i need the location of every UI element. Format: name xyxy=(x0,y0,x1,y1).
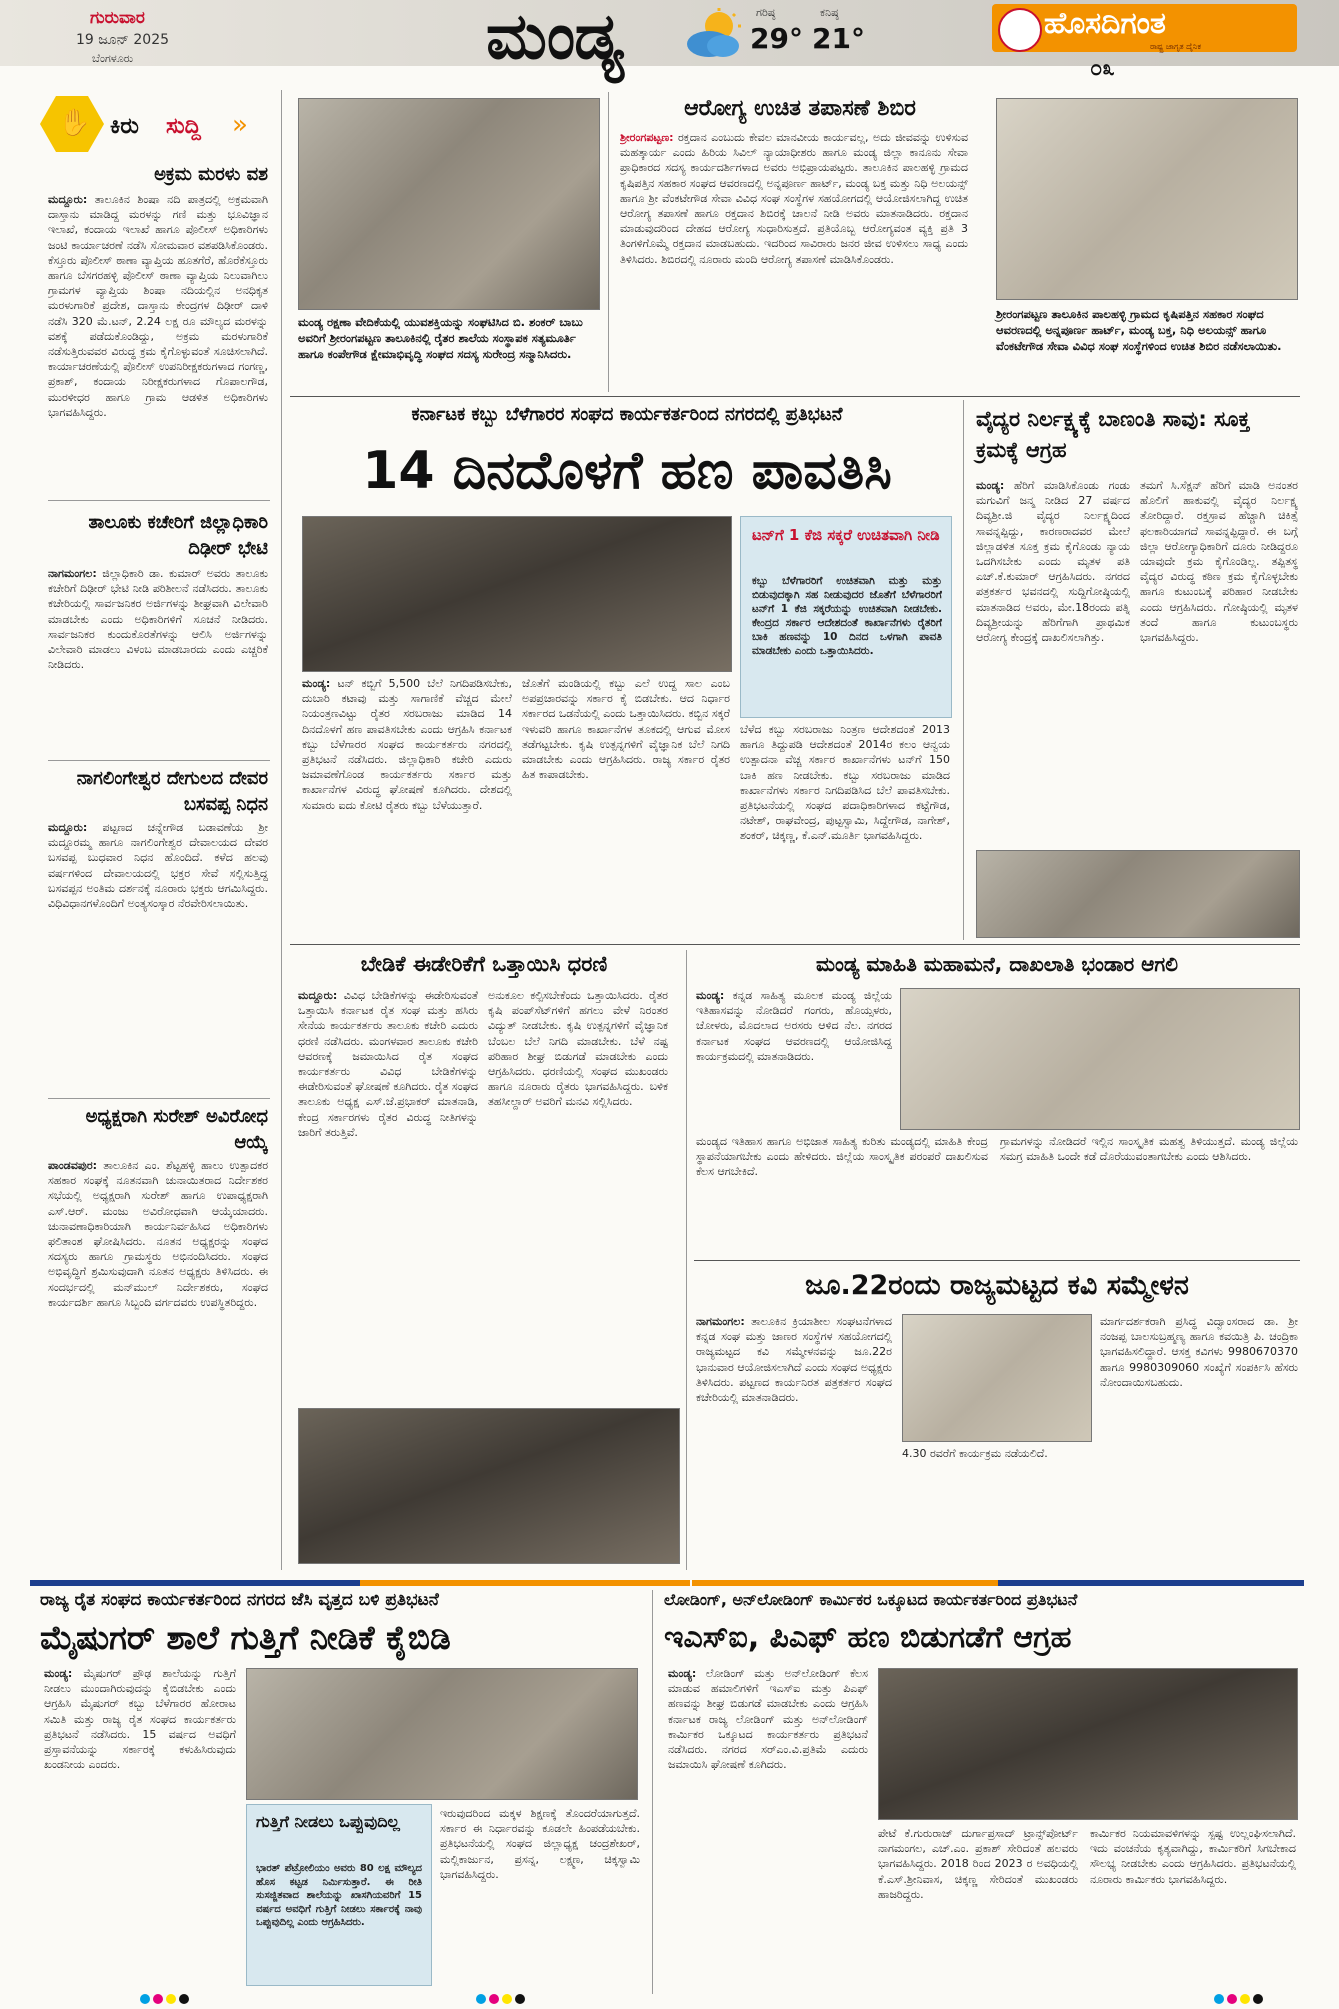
registration-marks-right xyxy=(1214,1994,1263,2004)
dharna-article-col2: ಅನುಕೂಲ ಕಲ್ಪಿಸಬೇಕೆಂದು ಒತ್ತಾಯಿಸಿದರು. ರೈತರ ಕೃಷಿ ಪಂಪ್‌ಸೆಟ್‌ಗಳಿಗೆ ಹಗಲು ವೇಳೆ ನಿರಂತರ ವಿದ್ಯುತ್ ನೀಡಬೇಕು. ಕೃಷಿ ಉತ್ಪನ್ನಗಳಿಗೆ ವೈಜ್ಞಾನಿಕ ಬೆಂಬಲ ಬೆಲೆ ನಿಗದಿ ಮಾಡಬೇಕು. ಬೆಳೆ ನಷ್ಟ ಪರಿಹಾರ ಶೀಘ್ರ ಬಿಡುಗಡೆ ಮಾಡಬೇಕು ಎಂದು ಆಗ್ರಹಿಸಿದರು. ಧರಣಿಯಲ್ಲಿ ಸಂಘದ ಮುಖಂಡರು ಹಾಗೂ ನೂರಾರು ರೈತರು ಭಾಗವಹಿಸಿದ್ದರು. ಬಳಿಕ ತಹಸೀಲ್ದಾರ್ ಅವರಿಗೆ ಮನವಿ ಸಲ್ಲಿಸಿದರು. xyxy=(488,989,668,1109)
sidebar-text: ಪಟ್ಟಣದ ಚನ್ನೇಗೌಡ ಬಡಾವಣೆಯ ಶ್ರೀ ಮದ್ದೂರಮ್ಮ ಹಾಗೂ ನಾಗಲಿಂಗೇಶ್ವರ ದೇವಾಲಯದ ದೇವರ ಬಸವಪ್ಪ ಬುಧವಾರ ನಿಧನ ಹೊಂದಿದೆ. ಕಳೆದ ಹಲವು ವರ್ಷಗಳಿಂದ ದೇವಾಲಯದಲ್ಲಿ ಭಕ್ತರ ಸೇವೆ ಸಲ್ಲಿಸುತ್ತಿದ್ದ ಬಸವಪ್ಪನ ಅಂತಿಮ ದರ್ಶನಕ್ಕೆ ನೂರಾರು ಭಕ್ತರು ಆಗಮಿಸಿದ್ದರು. ವಿಧಿವಿಧಾನಗಳೊಂದಿಗೆ ಅಂತ್ಯಸಂಸ್ಕಾರ ನೆರವೇರಿಸಲಾಯಿತು. xyxy=(48,821,268,911)
sidebar-headline: ತಾಲೂಕು ಕಚೇರಿಗೆ ಜಿಲ್ಲಾಧಿಕಾರಿ ದಿಢೀರ್ ಭೇಟಿ xyxy=(88,512,268,559)
health-camp-text: ರಕ್ತದಾನ ಎಂಬುದು ಕೇವಲ ಮಾನವೀಯ ಕಾರ್ಯವಲ್ಲ, ಅದು ಜೀವವನ್ನು ಉಳಿಸುವ ಮಹತ್ಕಾರ್ಯ ಎಂದು ಹಿರಿಯ ಸಿವಿಲ್ ನ್ಯಾಯಾಧೀಶರು ಹಾಗೂ ಮಂಡ್ಯ ಜಿಲ್ಲಾ ಕಾನೂನು ಸೇವಾ ಪ್ರಾಧಿಕಾರದ ಸದಸ್ಯ ಕಾರ್ಯದರ್ಶಿಗಳಾದ ಅವರು ಅಭಿಪ್ರಾಯಪಟ್ಟರು. ತಾಲೂಕಿನ ಪಾಲಹಳ್ಳಿ ಗ್ರಾಮದ ಕೃಷಿಪತ್ತಿನ ಸಹಕಾರ ಸಂಘದ ಆವರಣದಲ್ಲಿ ಅನ್ನಪೂರ್ಣ ಹಾರ್ಟ್, ಮಂಡ್ಯ ಬಕ್ತ ಮತ್ತು ನಿಧಿ ಅಲಯನ್ಸ್ ಹಾಗೂ ಶ್ರೀ ವೆಂಕಟೇಗೌಡ ಸೇವಾ ವಿವಿಧ ಸಂಘ ಸಂಸ್ಥೆಗಳ ಸಹಯೋಗದಲ್ಲಿ ಆಯೋಜಿಸಲಾಗಿದ್ದ ಉಚಿತ ಆರೋಗ್ಯ ತಪಾಸಣೆ ಹಾಗೂ ರಕ್ತದಾನ ಶಿಬಿರಕ್ಕೆ ಚಾಲನೆ ನೀಡಿ ಅವರು ಮಾತನಾಡಿದರು. ರಕ್ತದಾನ ಮಾಡುವುದರಿಂದ ದೇಹದ ಆರೋಗ್ಯ ಸುಧಾರಿಸುತ್ತದೆ. ಪ್ರತಿಯೊಬ್ಬ ಆರೋಗ್ಯವಂತ ವ್ಯಕ್ತಿ ಪ್ರತಿ 3 ತಿಂಗಳಿಗೊಮ್ಮೆ ರಕ್ತದಾನ ಮಾಡಬಹುದು. ಇದರಿಂದ ಸಾವಿರಾರು ಜನರ ಜೀವ ಉಳಿಸಲು ಸಾಧ್ಯ ಎಂದು ತಿಳಿಸಿದರು. ಶಿಬಿರದಲ್ಲಿ ನೂರಾರು ಮಂದಿ ಆರೋಗ್ಯ ತಪಾಸಣೆ ಮಾಡಿಸಿಕೊಂಡರು. xyxy=(620,131,968,266)
sidebar-headline: ಅಕ್ರಮ ಮರಳು ವಶ xyxy=(154,164,268,185)
megaphone-icon: ✋ xyxy=(58,108,91,138)
dharna-article-col1 xyxy=(298,988,478,1400)
sidebar-dateline: ಮದ್ದೂರು: xyxy=(48,821,88,834)
workers-article-col1 xyxy=(668,1666,868,1992)
separator-bar-left xyxy=(30,1580,690,1586)
workers-dateline: ಮಂಡ್ಯ: xyxy=(668,1667,697,1680)
poets-dateline: ನಾಗಮಂಗಲ: xyxy=(696,1315,745,1328)
negligence-article-col2: ತಮಗೆ ಸಿ.ಸೆಕ್ಷನ್ ಹೆರಿಗೆ ಮಾಡಿ ಅನಂತರ ಹೊಲಿಗೆ ಹಾಕುವಲ್ಲಿ ವೈದ್ಯರ ನಿರ್ಲಕ್ಷ್ಯ ತೋರಿದ್ದಾರೆ. ರಕ್ತಸ್ರಾವ ಹೆಚ್ಚಾಗಿ ಚಿಕಿತ್ಸೆ ಫಲಕಾರಿಯಾಗದೆ ಸಾವನ್ನಪ್ಪಿದ್ದಾರೆ. ಈ ಬಗ್ಗೆ ಜಿಲ್ಲಾ ಆರೋಗ್ಯಾಧಿಕಾರಿಗೆ ದೂರು ನೀಡಿದ್ದರೂ ಯಾವುದೇ ಕ್ರಮ ಕೈಗೊಂಡಿಲ್ಲ. ತಪ್ಪಿತಸ್ಥ ವೈದ್ಯರ ವಿರುದ್ಧ ಕಠಿಣ ಕ್ರಮ ಕೈಗೊಳ್ಳಬೇಕು ಹಾಗೂ ಕುಟುಂಬಕ್ಕೆ ಪರಿಹಾರ ನೀಡಬೇಕು ಎಂದು ಆಗ್ರಹಿಸಿದರು. ಗೋಷ್ಠಿಯಲ್ಲಿ ಮೃತಳ ತಂದೆ ಹಾಗೂ ಕುಟುಂಬಸ್ಥರು ಭಾಗವಹಿಸಿದ್ದರು. xyxy=(1140,479,1298,645)
sidebar-article xyxy=(48,820,268,1095)
award-photo xyxy=(298,98,600,310)
sidebar-headline: ಅಧ್ಯಕ್ಷರಾಗಿ ಸುರೇಶ್ ಅವಿರೋಧ ಆಯ್ಕೆ xyxy=(85,1106,268,1153)
chevron-right-icon: » xyxy=(232,110,248,140)
poets-article-col2: ಮಾರ್ಗದರ್ಶಕರಾಗಿ ಪ್ರಸಿದ್ಧ ವಿದ್ವಾಂಸರಾದ ಡಾ. ಶ್ರೀ ನಂಜಪ್ಪ ಬಾಲಸುಬ್ರಹ್ಮಣ್ಯ ಹಾಗೂ ಕವಯಿತ್ರಿ ಪಿ. ಚಂದ್ರಿಕಾ ಭಾಗವಹಿಸಲಿದ್ದಾರೆ. ಆಸಕ್ತ ಕವಿಗಳು 9980670370 ಹಾಗೂ 9980309060 ಸಂಖ್ಯೆಗೆ ಸಂಪರ್ಕಿಸಿ ಹೆಸರು ನೋಂದಾಯಿಸಬಹುದು. xyxy=(1100,1315,1298,1389)
sugar-box-text: ಭಾರತ್ ಪೆಟ್ರೋಲಿಯಂ ಅವರು 80 ಲಕ್ಷ ಮೌಲ್ಯದ ಹೊಸ ಕಟ್ಟಡ ನಿರ್ಮಿಸುತ್ತಾರೆ. ಈ ರೀತಿ ಸುಸಜ್ಜಿತವಾದ ಶಾಲೆಯನ್ನು ಖಾಸಗಿಯವರಿಗೆ 15 ವರ್ಷದ ಅವಧಿಗೆ ಗುತ್ತಿಗೆ ನೀಡಲು ಸರ್ಕಾರಕ್ಕೆ ನಾವು ಒಪ್ಪುವುದಿಲ್ಲ ಎಂದು ಆಗ್ರಹಿಸಿದರು. xyxy=(256,1863,422,1928)
negligence-article-col1 xyxy=(976,478,1130,842)
health-camp-article xyxy=(620,130,968,385)
sugar-dateline: ಮಂಡ್ಯ: xyxy=(44,1667,73,1680)
lead-text-1: ಟನ್ ಕಬ್ಬಿಗೆ 5,500 ಬೆಲೆ ನಿಗದಿಪಡಿಸಬೇಕು, ದುಬಾರಿ ಕಟಾವು ಮತ್ತು ಸಾಗಾಣಿಕೆ ವೆಚ್ಚದ ಮೇಲೆ ನಿಯಂತ್ರಣವಿಟ್ಟು ರೈತರ ಸರಬರಾಜು ಮಾಡಿದ 14 ದಿನದೊಳಗೆ ಹಣ ಪಾವತಿಸಬೇಕು ಎಂದು ಆಗ್ರಹಿಸಿ ಕರ್ನಾಟಕ ಕಬ್ಬು ಬೆಳೆಗಾರರ ಸಂಘದ ಕಾರ್ಯಕರ್ತರು ನಗರದಲ್ಲಿ ಪ್ರತಿಭಟನೆ ನಡೆಸಿದರು. ಜಿಲ್ಲಾಧಿಕಾರಿ ಕಚೇರಿ ಎದುರು ಜಮಾವಣೆಗೊಂಡ ಕಾರ್ಯಕರ್ತರು ಸರ್ಕಾರ ಮತ್ತು ಕಾರ್ಖಾನೆಗಳ ವಿರುದ್ಧ ಘೋಷಣೆ ಕೂಗಿದರು. ದೇಶದಲ್ಲಿ ಸುಮಾರು ಐದು ಕೋಟಿ ರೈತರು ಕಬ್ಬು ಬೆಳೆಯುತ್ತಾರೆ. xyxy=(302,677,512,812)
workers-article-col2: ಪೇಟೆ ಕೆ.ಗುರುರಾಜ್ ದುರ್ಗಾಪ್ರಸಾದ್ ಟ್ರಾನ್ಸ್‌ಪೋರ್ಟ್ ನಾಗಮಂಗಲ, ಎಚ್.ಎಂ. ಪ್ರಕಾಶ್ ಸೇರಿದಂತೆ ಹಲವರು ಭಾಗವಹಿಸಿದ್ದರು. 2018 ರಿಂದ 2023 ರ ಅವಧಿಯಲ್ಲಿ ಕೆ.ಎಸ್.ಶ್ರೀನಿವಾಸ, ಚಿಕ್ಕಣ್ಣ ಸೇರಿದಂತೆ ಮುಖಂಡರು ಹಾಜರಿದ್ದರು. xyxy=(878,1827,1078,1901)
sidebar-dateline: ಪಾಂಡವಪುರ: xyxy=(48,1159,98,1172)
sidebar-article xyxy=(48,1158,268,1578)
lead-kicker: ಕರ್ನಾಟಕ ಕಬ್ಬು ಬೆಳೆಗಾರರ ಸಂಘದ ಕಾರ್ಯಕರ್ತರಿಂದ ನಗರದಲ್ಲಿ ಪ್ರತಿಭಟನೆ xyxy=(411,404,843,425)
sidebar-article xyxy=(48,566,268,754)
section-label-kiru: ಕಿರು xyxy=(110,114,139,139)
workers-photo xyxy=(878,1668,1298,1820)
sidebar-text: ತಾಲೂಕಿನ ಎಂ. ಶೆಟ್ಟಹಳ್ಳಿ ಹಾಲು ಉತ್ಪಾದಕರ ಸಹಕಾರ ಸಂಘಕ್ಕೆ ನೂತನವಾಗಿ ಚುನಾಯಿತರಾದ ನಿರ್ದೇಶಕರ ಸಭೆಯಲ್ಲಿ ಅಧ್ಯಕ್ಷರಾಗಿ ಸುರೇಶ್ ಹಾಗೂ ಉಪಾಧ್ಯಕ್ಷರಾಗಿ ಎಸ್.ಆರ್. ಮಂಜು ಅವಿರೋಧವಾಗಿ ಆಯ್ಕೆಯಾದರು. ಚುನಾವಣಾಧಿಕಾರಿಯಾಗಿ ಕಾರ್ಯನಿರ್ವಹಿಸಿದ ಅಧಿಕಾರಿಗಳು ಫಲಿತಾಂಶ ಘೋಷಿಸಿದರು. ನೂತನ ಅಧ್ಯಕ್ಷರನ್ನು ಸಂಘದ ಸದಸ್ಯರು ಹಾಗೂ ಗ್ರಾಮಸ್ಥರು ಅಭಿನಂದಿಸಿದರು. ಸಂಘದ ಅಭಿವೃದ್ಧಿಗೆ ಶ್ರಮಿಸುವುದಾಗಿ ನೂತನ ಅಧ್ಯಕ್ಷರು ತಿಳಿಸಿದರು. ಈ ಸಂದರ್ಭದಲ್ಲಿ ಮನ್‌ಮುಲ್ ನಿರ್ದೇಶಕರು, ಸಂಘದ ಕಾರ್ಯದರ್ಶಿ ಹಾಗೂ ಸಿಬ್ಬಂದಿ ವರ್ಗದವರು ಉಪಸ್ಥಿತರಿದ್ದರು. xyxy=(48,1159,268,1309)
info-center-text-1: ಕನ್ನಡ ಸಾಹಿತ್ಯ ಮೂಲಕ ಮಂಡ್ಯ ಜಿಲ್ಲೆಯ ಇತಿಹಾಸವನ್ನು ನೋಡಿದರೆ ಗಂಗರು, ಹೊಯ್ಸಳರು, ಚೋಳರು, ಮೊದಲಾದ ಅರಸರು ಆಳಿದ ನೆಲ. ನಗರದ ಕರ್ನಾಟಕ ಸಂಘದ ಆವರಣದಲ್ಲಿ ಆಯೋಜಿಸಿದ್ದ ಕಾರ್ಯಕ್ರಮದಲ್ಲಿ ಮಾತನಾಡಿದರು. xyxy=(696,989,892,1063)
workers-kicker: ಲೋಡಿಂಗ್, ಅನ್‌ಲೋಡಿಂಗ್ ಕಾರ್ಮಿಕರ ಒಕ್ಕೂಟದ ಕಾರ್ಯಕರ್ತರಿಂದ ಪ್ರತಿಭಟನೆ xyxy=(664,1590,1078,1609)
poets-headline: ಜೂ.22ರಂದು ರಾಜ್ಯಮಟ್ಟದ ಕವಿ ಸಮ್ಮೇಳನ xyxy=(805,1270,1189,1301)
lead-box-text: ಕಬ್ಬು ಬೆಳೆಗಾರರಿಗೆ ಉಚಿತವಾಗಿ ಮತ್ತು ಮತ್ತು ಬಿಡುವುದಕ್ಕಾಗಿ ಸಹ ನೀಡುವುದರ ಜೊತೆಗೆ ಬೆಳೆಗಾರರಿಗೆ ಟನ್‌ಗೆ 1 ಕೆಜಿ ಸಕ್ಕರೆಯನ್ನು ಉಚಿತವಾಗಿ ನೀಡಬೇಕು. ಕೇಂದ್ರದ ಸರ್ಕಾರ ಆದೇಶದಂತೆ ಕಾರ್ಖಾನೆಗಳು ರೈತರಿಗೆ ಬಾಕಿ ಹಣವನ್ನು 10 ದಿನದ ಒಳಗಾಗಿ ಪಾವತಿ ಮಾಡಬೇಕು ಎಂದು ಒತ್ತಾಯಿಸಿದರು. xyxy=(752,575,942,657)
sidebar-dateline: ಮದ್ದೂರು: xyxy=(48,193,88,206)
separator-bar-right xyxy=(692,1580,1304,1586)
lead-dateline: ಮಂಡ್ಯ: xyxy=(302,677,331,690)
sidebar-text: ಜಿಲ್ಲಾಧಿಕಾರಿ ಡಾ. ಕುಮಾರ್ ಅವರು ತಾಲೂಕು ಕಚೇರಿಗೆ ದಿಢೀರ್ ಭೇಟಿ ನೀಡಿ ಪರಿಶೀಲನೆ ನಡೆಸಿದರು. ತಾಲೂಕು ಕಚೇರಿಯಲ್ಲಿ ಸಾರ್ವಜನಿಕರ ಅರ್ಜಿಗಳನ್ನು ಶೀಘ್ರವಾಗಿ ವಿಲೇವಾರಿ ಮಾಡಬೇಕು ಎಂದು ಅಧಿಕಾರಿಗಳಿಗೆ ಸೂಚನೆ ನೀಡಿದರು. ಸಾರ್ವಜನಿಕರ ಕುಂದುಕೊರತೆಗಳನ್ನು ಆಲಿಸಿ ಅರ್ಜಿಗಳನ್ನು ವಿಲೇವಾರಿ ಮಾಡಲು ವಿಳಂಬ ಮಾಡಬಾರದು ಎಂದು ಎಚ್ಚರಿಕೆ ನೀಡಿದರು. xyxy=(48,567,268,672)
masthead-date: 19 ಜೂನ್ 2025 xyxy=(76,32,170,48)
poets-photo xyxy=(902,1314,1092,1442)
sidebar-article xyxy=(48,192,268,492)
workers-headline: ಇಎಸ್‌ಐ, ಪಿಎಫ್ ಹಣ ಬಿಡುಗಡೆಗೆ ಆಗ್ರಹ xyxy=(664,1620,1072,1655)
dharna-text-1: ವಿವಿಧ ಬೇಡಿಕೆಗಳನ್ನು ಈಡೇರಿಸುವಂತೆ ಒತ್ತಾಯಿಸಿ ಕರ್ನಾಟಕ ರೈತ ಸಂಘ ಮತ್ತು ಹಸಿರು ಸೇನೆಯ ಕಾರ್ಯಕರ್ತರು ತಾಲೂಕು ಕಚೇರಿ ಎದುರು ಧರಣಿ ನಡೆಸಿದರು. ಮಂಗಳವಾರ ತಾಲೂಕು ಕಚೇರಿ ಆವರಣಕ್ಕೆ ಜಮಾಯಿಸಿದ ರೈತ ಸಂಘದ ಕಾರ್ಯಕರ್ತರು ವಿವಿಧ ಬೇಡಿಕೆಗಳನ್ನು ಈಡೇರಿಸುವಂತೆ ಘೋಷಣೆ ಕೂಗಿದರು. ರೈತ ಸಂಘದ ತಾಲೂಕು ಅಧ್ಯಕ್ಷ ಎಸ್.ಜೆ.ಪ್ರಭಾಕರ್ ಮಾತನಾಡಿ, ಕೇಂದ್ರ ಸರ್ಕಾರಗಳು ರೈತರ ವಿರುದ್ಧ ನೀತಿಗಳನ್ನು ಜಾರಿಗೆ ತರುತ್ತಿವೆ. xyxy=(298,989,478,1139)
lead-article-col3: ಬೆಳೆದ ಕಬ್ಬು ಸರಬರಾಜು ನಿಂತ್ರಣ ಆದೇಶದಂತೆ 2013 ಹಾಗೂ ತಿದ್ದುಪಡಿ ಆದೇಶದಂತೆ 2014ರ ಕಲಂ ಆನ್ವಯ ಉತ್ಪಾದನಾ ವೆಚ್ಚ ಸರ್ಕಾರ ಕಾರ್ಖಾನೆಗಳು ಟನ್‌ಗೆ 150 ಬಾಕಿ ಹಣ ನೀಡಬೇಕು. ಕಬ್ಬು ಸರಬರಾಜು ಮಾಡಿದ ಕಾರ್ಖಾನೆಗಳು ಸರ್ಕಾರ ನಿಗದಿಪಡಿಸಿದ ಬೆಲೆ ಪಾವತಿಸಬೇಕು. ಪ್ರತಿಭಟನೆಯಲ್ಲಿ ಸಂಘದ ಪದಾಧಿಕಾರಿಗಳಾದ ಕಟ್ಟೆಗೌಡ, ನಟೇಶ್, ರಾಘವೇಂದ್ರ, ಪುಟ್ಟಸ್ವಾಮಿ, ಸಿದ್ದೇಗೌಡ, ನಾಗೇಶ್, ಶಂಕರ್, ಚಿಕ್ಕಣ್ಣ, ಕೆ.ಎನ್.ಮೂರ್ತಿ ಭಾಗವಹಿಸಿದ್ದರು. xyxy=(740,723,950,843)
workers-text-1: ಲೋಡಿಂಗ್ ಮತ್ತು ಅನ್‌ಲೋಡಿಂಗ್ ಕೆಲಸ ಮಾಡುವ ಹಮಾಲಿಗಳಿಗೆ ಇಎಸ್‌ಐ ಮತ್ತು ಪಿಎಫ್ ಹಣವನ್ನು ಶೀಘ್ರ ಬಿಡುಗಡೆ ಮಾಡಬೇಕು ಎಂದು ಆಗ್ರಹಿಸಿ ಕರ್ನಾಟಕ ರಾಜ್ಯ ಲೋಡಿಂಗ್ ಮತ್ತು ಅನ್‌ಲೋಡಿಂಗ್ ಕಾರ್ಮಿಕರ ಒಕ್ಕೂಟದ ಕಾರ್ಯಕರ್ತರು ಪ್ರತಿಭಟನೆ ನಡೆಸಿದರು. ನಗರದ ಸರ್‌ಎಂ.ವಿ.ಪ್ರತಿಮೆ ಎದುರು ಜಮಾಯಿಸಿ ಘೋಷಣೆ ಕೂಗಿದರು. xyxy=(668,1667,868,1772)
sugar-text-1: ಮೈಷುಗರ್ ಪ್ರೌಢ ಶಾಲೆಯನ್ನು ಗುತ್ತಿಗೆ ನೀಡಲು ಮುಂದಾಗಿರುವುದನ್ನು ಕೈಬಿಡಬೇಕು ಎಂದು ಆಗ್ರಹಿಸಿ ಮೈಷುಗರ್ ಕಬ್ಬು ಬೆಳೆಗಾರರ ಹೋರಾಟ ಸಮಿತಿ ಮತ್ತು ರಾಜ್ಯ ರೈತ ಸಂಘದ ಕಾರ್ಯಕರ್ತರು ಪ್ರತಿಭಟನೆ ನಡೆಸಿದರು. 15 ವರ್ಷದ ಅವಧಿಗೆ ಪ್ರಸ್ತಾವನೆಯನ್ನು ಸರ್ಕಾರಕ್ಕೆ ಕಳುಹಿಸಿರುವುದು ಖಂಡನೀಯ ಎಂದರು. xyxy=(44,1667,236,1772)
info-center-photo xyxy=(900,988,1300,1130)
negligence-dateline: ಮಂಡ್ಯ: xyxy=(976,479,1005,492)
negligence-headline: ವೈದ್ಯರ ನಿರ್ಲಕ್ಷ್ಯಕ್ಕೆ ಬಾಣಂತಿ ಸಾವು: ಸೂಕ್ತ ಕ್ರಮಕ್ಕೆ ಆಗ್ರಹ xyxy=(976,407,1250,462)
sugar-kicker: ರಾಜ್ಯ ರೈತ ಸಂಘದ ಕಾರ್ಯಕರ್ತರಿಂದ ನಗರದ ಜೆಸಿ ವೃತ್ತದ ಬಳಿ ಪ್ರತಿಭಟನೆ xyxy=(40,1590,439,1610)
negligence-text-1: ಹೆರಿಗೆ ಮಾಡಿಸಿಕೊಂಡು ಗಂಡು ಮಗುವಿಗೆ ಜನ್ಮ ನೀಡಿದ 27 ವರ್ಷದ ದಿವ್ಯಶ್ರೀ.ಜಿ ವೈದ್ಯರ ನಿರ್ಲಕ್ಷ್ಯದಿಂದ ಸಾವನ್ನಪ್ಪಿದ್ದು, ಕಾರಣರಾದವರ ಮೇಲೆ ಜಿಲ್ಲಾಡಳಿತ ಸೂಕ್ತ ಕ್ರಮ ಕೈಗೊಂಡು ನ್ಯಾಯ ಒದಗಿಸಬೇಕು ಎಂದು ಮೃತಳ ಪತಿ ಎಚ್.ಕೆ.ಕುಮಾರ್ ಆಗ್ರಹಿಸಿದರು. ನಗರದ ಪತ್ರಕರ್ತರ ಭವನದಲ್ಲಿ ಸುದ್ದಿಗೋಷ್ಠಿಯಲ್ಲಿ ಮಾತನಾಡಿದ ಅವರು, ಮೇ.18ರಂದು ಪತ್ನಿ ದಿವ್ಯಶ್ರೀಯನ್ನು ಹೆರಿಗೆಗಾಗಿ ಪ್ರಾಥಮಿಕ ಆರೋಗ್ಯ ಕೇಂದ್ರಕ್ಕೆ ದಾಖಲಿಸಲಾಗಿತ್ತು. xyxy=(976,479,1130,645)
workers-article-col3: ಕಾರ್ಮಿಕರ ನಿಯಮಾವಳಿಗಳನ್ನು ಸ್ಪಷ್ಟ ಉಲ್ಲಂಘಿಸಲಾಗಿದೆ. ಇದು ವಂಚನೆಯ ಕೃತ್ಯವಾಗಿದ್ದು, ಕಾರ್ಮಿಕರಿಗೆ ಸಿಗಬೇಕಾದ ಸೌಲಭ್ಯ ನೀಡಬೇಕು ಎಂದು ಆಗ್ರಹಿಸಿದರು. ಪ್ರತಿಭಟನೆಯಲ್ಲಿ ನೂರಾರು ಕಾರ್ಮಿಕರು ಭಾಗವಹಿಸಿದ್ದರು. xyxy=(1090,1827,1296,1886)
info-center-article-col2: ಮಂಡ್ಯದ ಇತಿಹಾಸ ಹಾಗೂ ಅಭಿಜಾತ ಸಾಹಿತ್ಯ ಕುರಿತು ಮಂಡ್ಯದಲ್ಲಿ ಮಾಹಿತಿ ಕೇಂದ್ರ ಸ್ಥಾಪನೆಯಾಗಬೇಕು ಎಂದು ಹೇಳಿದರು. ಜಿಲ್ಲೆಯ ಸಾಂಸ್ಕೃತಿಕ ಪರಂಪರೆ ದಾಖಲಿಸುವ ಕೆಲಸ ಆಗಬೇಕಿದೆ. xyxy=(696,1135,988,1179)
info-center-article-col3: ಗ್ರಾಮಗಳನ್ನು ನೋಡಿದರೆ ಇಲ್ಲಿನ ಸಾಂಸ್ಕೃತಿಕ ಮಹತ್ವ ತಿಳಿಯುತ್ತದೆ. ಮಂಡ್ಯ ಜಿಲ್ಲೆಯ ಸಮಗ್ರ ಮಾಹಿತಿ ಒಂದೇ ಕಡೆ ದೊರೆಯುವಂತಾಗಬೇಕು ಎಂದು ಆಶಿಸಿದರು. xyxy=(1000,1135,1298,1164)
lead-article-col1 xyxy=(302,676,512,938)
sidebar-headline: ನಾಗಲಿಂಗೇಶ್ವರ ದೇಗುಲದ ದೇವರ ಬಸವಪ್ಪ ನಿಧನ xyxy=(76,768,268,815)
info-center-article-col1 xyxy=(696,988,892,1106)
masthead-day: ಗುರುವಾರ xyxy=(90,8,145,28)
min-temp-label: ಕನಿಷ್ಠ xyxy=(820,6,839,19)
info-center-dateline: ಮಂಡ್ಯ: xyxy=(696,989,725,1002)
weather-icon xyxy=(683,8,747,60)
poets-text-1: ತಾಲೂಕಿನ ಕ್ರಿಯಾಶೀಲ ಸಂಘಟನೆಗಳಾದ ಕನ್ನಡ ಸಂಘ ಮತ್ತು ಜಾಣರ ಸಂಸ್ಥೆಗಳ ಸಹಯೋಗದಲ್ಲಿ ರಾಜ್ಯಮಟ್ಟದ ಕವಿ ಸಮ್ಮೇಳನವನ್ನು ಜೂ.22ರ ಭಾನುವಾರ ಆಯೋಜಿಸಲಾಗಿದೆ ಎಂದು ಸಂಘದ ಅಧ್ಯಕ್ಷರು ತಿಳಿಸಿದರು. ಪಟ್ಟಣದ ಕಾರ್ಯನಿರತ ಪತ್ರಕರ್ತರ ಸಂಘದ ಕಚೇರಿಯಲ್ಲಿ ಮಾತನಾಡಿದರು. xyxy=(696,1315,892,1405)
sidebar-dateline: ನಾಗಮಂಗಲ: xyxy=(48,567,97,580)
sugar-headline: ಮೈಷುಗರ್ ಶಾಲೆ ಗುತ್ತಿಗೆ ನೀಡಿಕೆ ಕೈಬಿಡಿ xyxy=(40,1618,451,1657)
min-temp: 21° xyxy=(812,22,865,55)
sugar-article-col2: ಇರುವುದರಿಂದ ಮಕ್ಕಳ ಶಿಕ್ಷಣಕ್ಕೆ ತೊಂದರೆಯಾಗುತ್ತದೆ. ಸರ್ಕಾರ ಈ ನಿರ್ಧಾರವನ್ನು ಕೂಡಲೇ ಹಿಂಪಡೆಯಬೇಕು. ಪ್ರತಿಭಟನೆಯಲ್ಲಿ ಸಂಘದ ಜಿಲ್ಲಾಧ್ಯಕ್ಷ ಚಂದ್ರಶೇಖರ್, ಮಲ್ಲಿಕಾರ್ಜುನ, ಪ್ರಸನ್ನ, ಲಕ್ಷ್ಮಣ, ಚಿಕ್ಕಸ್ವಾಮಿ ಭಾಗವಹಿಸಿದ್ದರು. xyxy=(440,1807,640,1881)
max-temp: 29° xyxy=(750,22,803,55)
sugar-photo xyxy=(246,1668,638,1800)
health-camp-headline: ಆರೋಗ್ಯ ಉಚಿತ ತಪಾಸಣೆ ಶಿಬಿರ xyxy=(684,96,916,121)
health-camp-photo xyxy=(996,98,1298,300)
max-temp-label: ಗರಿಷ್ಠ xyxy=(756,6,776,19)
paper-name: ಹೊಸದಿಗಂತ xyxy=(1044,6,1166,41)
paper-tagline: ರಾಷ್ಟ್ರ ಜಾಗೃತ ದೈನಿಕ xyxy=(1150,42,1201,51)
lead-headline: 14 ದಿನದೊಳಗೆ ಹಣ ಪಾವತಿಸಿ xyxy=(362,441,892,501)
masthead-city: ಬೆಂಗಳೂರು xyxy=(92,52,134,65)
lead-article-col2: ಜೊತೆಗೆ ಮಂಡಿಯಲ್ಲಿ ಕಬ್ಬು ಎಲೆ ಉದ್ದ ಸಾಲ ಎಂಬ ಅಪಪ್ರಚಾರವನ್ನು ಸರ್ಕಾರ ಕೈ ಬಿಡಬೇಕು. ಆದ ನಿರ್ಧಾರ ಸರ್ಕಾರದ ಒಡನೆಯಲ್ಲಿ ಎಂದು ಒತ್ತಾಯಿಸಿದರು. ಕಬ್ಬಿನ ಸಕ್ಕರೆ ಇಳುವರಿ ಹಾಗೂ ಕಾರ್ಖಾನೆಗಳ ತೂಕದಲ್ಲಿ ಆಗುವ ಮೋಸ ತಡೆಗಟ್ಟಬೇಕು. ಕೃಷಿ ಉತ್ಪನ್ನಗಳಿಗೆ ವೈಜ್ಞಾನಿಕ ಬೆಲೆ ನಿಗದಿ ಮಾಡಬೇಕು ಎಂದು ಆಗ್ರಹಿಸಿದರು. ರಾಜ್ಯ ಸರ್ಕಾರ ರೈತರ ಹಿತ ಕಾಪಾಡಬೇಕು. xyxy=(522,677,730,782)
sugar-box-title: ಗುತ್ತಿಗೆ ನೀಡಲು ಒಪ್ಪುವುದಿಲ್ಲ xyxy=(256,1812,400,1831)
sugar-article-col1 xyxy=(44,1666,236,1992)
logo-emblem-icon xyxy=(998,8,1042,52)
protest-photo xyxy=(302,516,732,672)
poets-photo-caption: 4.30 ರವರೆಗೆ ಕಾರ್ಯಕ್ರಮ ನಡೆಯಲಿದೆ. xyxy=(902,1447,1048,1460)
dharna-dateline: ಮದ್ದೂರು: xyxy=(298,989,338,1002)
health-camp-dateline: ಶ್ರೀರಂಗಪಟ್ಟಣ: xyxy=(620,131,674,144)
dharna-headline: ಬೇಡಿಕೆ ಈಡೇರಿಕೆಗೆ ಒತ್ತಾಯಿಸಿ ಧರಣಿ xyxy=(360,952,608,976)
dharna-photo xyxy=(298,1408,680,1564)
lead-box-title: ಟನ್‌ಗೆ 1 ಕೆಜಿ ಸಕ್ಕರೆ ಉಚಿತವಾಗಿ ನೀಡಿ xyxy=(752,526,940,544)
info-center-headline: ಮಂಡ್ಯ ಮಾಹಿತಿ ಮಹಾಮನೆ, ದಾಖಲಾತಿ ಭಂಡಾರ ಆಗಲಿ xyxy=(816,952,1178,976)
section-label-suddi: ಸುದ್ದಿ xyxy=(166,114,201,139)
health-camp-photo-caption: ಶ್ರೀರಂಗಪಟ್ಟಣ ತಾಲೂಕಿನ ಪಾಲಹಳ್ಳಿ ಗ್ರಾಮದ ಕೃಷಿಪತ್ತಿನ ಸಹಕಾರ ಸಂಘದ ಆವರಣದಲ್ಲಿ ಅನ್ನಪೂರ್ಣ ಹಾರ್ಟ್, ಮಂಡ್ಯ ಬಕ್ತ, ನಿಧಿ ಅಲಯನ್ಸ್ ಹಾಗೂ ವೆಂಕಟೇಗೌಡ ಸೇವಾ ವಿವಿಧ ಸಂಘ ಸಂಸ್ಥೆಗಳಿಂದ ಉಚಿತ ಶಿಬಿರ ನಡೆಸಲಾಯಿತು. xyxy=(996,307,1282,353)
page-number: ೦೩ xyxy=(1090,56,1115,81)
registration-marks-center xyxy=(476,1994,525,2004)
registration-marks-left xyxy=(140,1994,189,2004)
award-photo-caption: ಮಂಡ್ಯ ರಕ್ಷಣಾ ವೇದಿಕೆಯಲ್ಲಿ ಯುವಶಕ್ತಿಯನ್ನು ಸಂಘಟಿಸಿದ ಬಿ. ಶಂಕರ್ ಬಾಬು ಅವರಿಗೆ ಶ್ರೀರಂಗಪಟ್ಟಣ ತಾಲೂಕಿನಲ್ಲಿ ರೈತರ ಶಾಲೆಯ ಸಂಸ್ಥಾಪಕ ಸತ್ಯಮೂರ್ತಿ ಹಾಗೂ ಕಂಪೇಗೌಡ ಕ್ಷೇಮಾಭಿವೃದ್ಧಿ ಸಂಘದ ಸದಸ್ಯ ಸುರೇಂದ್ರ ಸನ್ಮಾನಿಸಿದರು. xyxy=(298,315,583,361)
poets-article-col1 xyxy=(696,1314,892,1572)
sidebar-text: ತಾಲೂಕಿನ ಶಿಂಷಾ ನದಿ ಪಾತ್ರದಲ್ಲಿ ಅಕ್ರಮವಾಗಿ ದಾಸ್ತಾನು ಮಾಡಿದ್ದ ಮರಳನ್ನು ಗಣಿ ಮತ್ತು ಭೂವಿಜ್ಞಾನ ಇಲಾಖೆ, ಕಂದಾಯ ಇಲಾಖೆ ಹಾಗೂ ಪೊಲೀಸ್ ಅಧಿಕಾರಿಗಳು ಜಂಟಿ ಕಾರ್ಯಾಚರಣೆ ನಡೆಸಿ ಸೋಮವಾರ ವಶಪಡಿಸಿಕೊಂಡರು. ಕೆಸ್ತೂರು ಪೊಲೀಸ್ ಠಾಣಾ ವ್ಯಾಪ್ತಿಯ ಹೂತಗೆರೆ, ಹೊರೆಕೆಸ್ತೂರು ಹಾಗೂ ಬೆಸಗರಹಳ್ಳಿ ಪೊಲೀಸ್ ಠಾಣಾ ವ್ಯಾಪ್ತಿಯ ನಿಲುವಾಗಿಲು ಗ್ರಾಮಗಳ ವ್ಯಾಪ್ತಿಯ ಶಿಂಷಾ ನದಿಯಲ್ಲಿನ ಅನಧಿಕೃತ ಮರಳುಗಾರಿಕೆ ಪ್ರದೇಶ, ದಾಸ್ತಾನು ಕೇಂದ್ರಗಳ ದಿಢೀರ್ ದಾಳಿ ನಡೆಸಿ 320 ಮೆ.ಟನ್, 2.24 ಲಕ್ಷ ರೂ ಮೌಲ್ಯದ ಮರಳನ್ನು ವಶಕ್ಕೆ ಪಡೆದುಕೊಂಡಿದ್ದು, ಅಕ್ರಮ ಮರಳುಗಾರಿಕೆ ನಡೆಸುತ್ತಿರುವವರ ವಿರುದ್ಧ ಕ್ರಮ ಕೈಗೊಳ್ಳುವಂತೆ ಸೂಚಿಸಲಾಗಿದೆ. ಕಾರ್ಯಾಚರಣೆಯಲ್ಲಿ ಪೊಲೀಸ್ ಉಪನಿರೀಕ್ಷಕರುಗಳಾದ ಗಂಗಣ್ಣ, ಪ್ರಕಾಶ್, ಕಂದಾಯ ನಿರೀಕ್ಷಕರುಗಳಾದ ಗೊಪಾಲಗೌಡ, ಮುರಳೀಧರ ಹಾಗೂ ಗ್ರಾಮ ಆಡಳಿತ ಅಧಿಕಾರಿಗಳು ಭಾಗವಹಿಸಿದ್ದರು. xyxy=(48,193,268,419)
negligence-photo xyxy=(976,850,1300,938)
edition-title: ಮಂಡ್ಯ xyxy=(486,0,623,74)
